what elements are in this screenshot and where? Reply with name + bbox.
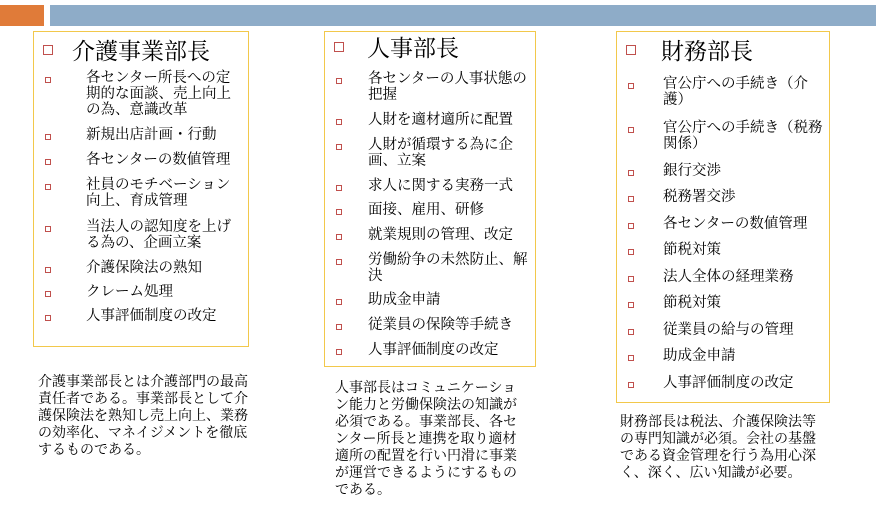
square-bullet-icon xyxy=(336,144,342,150)
square-bullet-icon xyxy=(628,127,634,133)
square-bullet-icon xyxy=(336,185,342,191)
column-heading xyxy=(34,38,248,66)
square-bullet-icon xyxy=(628,83,634,89)
column-heading xyxy=(617,38,829,66)
square-bullet-icon xyxy=(45,226,51,232)
square-bullet-icon xyxy=(628,223,634,229)
square-bullet-icon xyxy=(336,349,342,355)
square-bullet-icon xyxy=(628,276,634,282)
square-bullet-icon xyxy=(628,302,634,308)
column-title: 人事部長 xyxy=(367,36,459,62)
square-bullet-icon xyxy=(336,78,342,84)
square-bullet-icon xyxy=(334,42,344,52)
column-title: 介護事業部長 xyxy=(72,39,210,65)
square-bullet-icon xyxy=(43,45,53,55)
column-heading xyxy=(325,35,535,63)
square-bullet-icon xyxy=(45,315,51,321)
square-bullet-icon xyxy=(628,355,634,361)
square-bullet-icon xyxy=(336,209,342,215)
column-zaimu-card: 財務部長 官公庁への手続き（介護） 官公庁への手続き（税務関係） 銀行交渉 税務署交渉 各センターの数値管理 節税対策 法人全体の経理業務 節税対策 従業員の給与の管理 助成金申請 人事評価制度の改定 xyxy=(616,31,830,403)
square-bullet-icon xyxy=(336,324,342,330)
column-kaigo-card: 介護事業部長 各センター所長への定期的な面談、売上向上の為、意識改革 新規出店計画・行動 各センターの数値管理 社員のモチベーション向上、育成管理 当法人の認知度を上げる為の、企画立案 介護保険法の熟知 クレーム処理 人事評価制度の改定 xyxy=(33,31,249,347)
column-description: 財務部長は税法、介護保険法等の専門知識が必須。会社の基盤である資金管理を行う為用心深く、深く、広い知識が必要。 xyxy=(620,414,816,481)
square-bullet-icon xyxy=(336,234,342,240)
square-bullet-icon xyxy=(45,134,51,140)
column-description: 介護事業部長とは介護部門の最高責任者である。事業部長として介護保険法を熟知し売上向上、業務の効率化、マネイジメントを徹底するものである。 xyxy=(38,374,248,458)
square-bullet-icon xyxy=(628,249,634,255)
square-bullet-icon xyxy=(628,329,634,335)
square-bullet-icon xyxy=(45,291,51,297)
column-title: 財務部長 xyxy=(661,39,753,65)
square-bullet-icon xyxy=(336,299,342,305)
square-bullet-icon xyxy=(45,77,51,83)
square-bullet-icon xyxy=(45,184,51,190)
square-bullet-icon xyxy=(336,259,342,265)
top-accent-bar xyxy=(0,5,44,26)
square-bullet-icon xyxy=(45,159,51,165)
square-bullet-icon xyxy=(628,382,634,388)
square-bullet-icon xyxy=(336,119,342,125)
square-bullet-icon xyxy=(626,45,636,55)
square-bullet-icon xyxy=(45,267,51,273)
column-description: 人事部長はコミュニケーション能力と労働保険法の知識が必須である。事業部長、各センター所長と連携を取り適材適所の配置を行い円滑に事業が運営できるようにするものである。 xyxy=(335,380,517,498)
top-title-bar xyxy=(50,5,876,26)
square-bullet-icon xyxy=(628,170,634,176)
square-bullet-icon xyxy=(628,196,634,202)
column-jinji-card: 人事部長 各センターの人事状態の把握 人財を適材適所に配置 人財が循環する為に企画、立案 求人に関する実務一式 面接、雇用、研修 就業規則の管理、改定 労働紛争の未然防止、解決 助成金申請 従業員の保険等手続き 人事評価制度の改定 xyxy=(324,31,536,367)
